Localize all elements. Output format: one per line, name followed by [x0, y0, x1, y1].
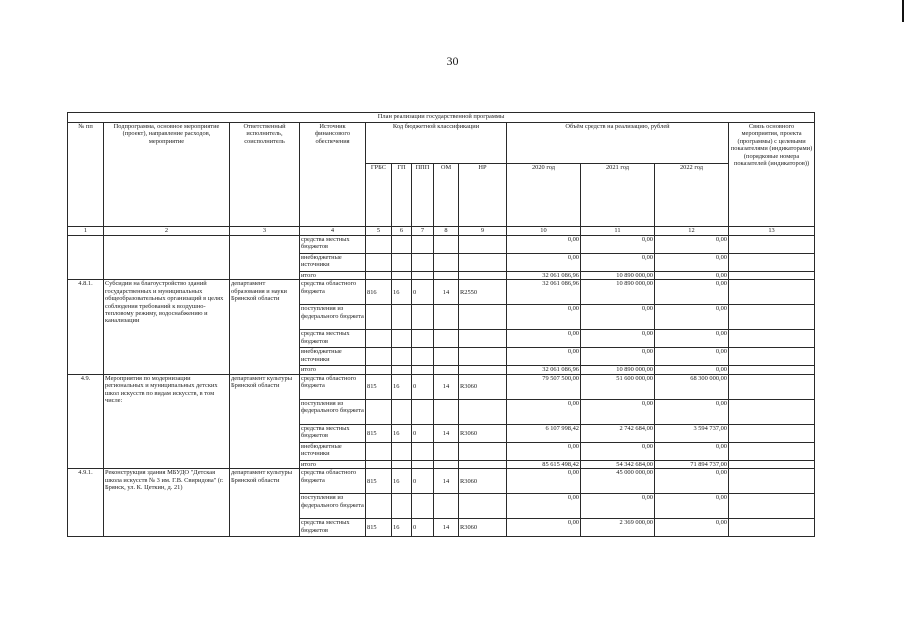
table-row	[68, 469, 815, 494]
row-value-2021: 0,00	[581, 305, 655, 330]
row-gp	[392, 348, 412, 366]
row-value-2020: 6 107 998,42	[507, 424, 581, 442]
row-grbs: 815	[366, 519, 392, 537]
column-number: 8	[434, 227, 459, 236]
row-value-2022: 0,00	[655, 469, 729, 494]
row-indicator-link	[729, 424, 815, 442]
row-value-2021: 45 000 000,00	[581, 469, 655, 494]
row-om	[434, 366, 459, 374]
header-2020: 2020 год	[507, 164, 581, 227]
row-value-2020: 32 061 086,96	[507, 366, 581, 374]
row-value-2020: 79 507 500,00	[507, 374, 581, 399]
row-value-2022: 71 894 737,00	[655, 460, 729, 468]
scan-edge-mark	[902, 0, 904, 22]
column-number: 7	[412, 227, 434, 236]
row-grbs	[366, 442, 392, 460]
row-gp	[392, 399, 412, 424]
row-nr	[459, 305, 507, 330]
row-value-2021: 0,00	[581, 330, 655, 348]
row-funding-source: итого	[300, 272, 366, 280]
row-ppgp	[412, 305, 434, 330]
row-funding-source: внебюджетные источники	[300, 442, 366, 460]
row-gp	[392, 366, 412, 374]
program-plan-table	[67, 112, 815, 537]
row-om	[434, 442, 459, 460]
table-title-row	[68, 113, 815, 123]
row-grbs	[366, 494, 392, 519]
row-value-2022: 0,00	[655, 494, 729, 519]
row-responsible: департамент образования и науки Брянской области	[230, 280, 300, 374]
row-indicator-link	[729, 442, 815, 460]
row-ppgp: 0	[412, 519, 434, 537]
row-indicator-link	[729, 366, 815, 374]
row-value-2020: 0,00	[507, 348, 581, 366]
row-funding-source: средства областного бюджета	[300, 280, 366, 305]
row-nr	[459, 254, 507, 272]
row-om	[434, 254, 459, 272]
row-value-2022: 0,00	[655, 305, 729, 330]
row-nr: R3060	[459, 374, 507, 399]
row-number: 4.8.1.	[68, 280, 104, 374]
row-ppgp	[412, 348, 434, 366]
row-value-2020: 0,00	[507, 236, 581, 254]
row-indicator-link	[729, 254, 815, 272]
header-num: № пп	[68, 123, 104, 227]
row-value-2022: 0,00	[655, 280, 729, 305]
row-nr: R3060	[459, 424, 507, 442]
row-value-2022: 0,00	[655, 399, 729, 424]
header-name: Подпрограмма, основное мероприятие (проект), направление расходов, мероприятие	[104, 123, 230, 227]
row-funding-source: внебюджетные источники	[300, 348, 366, 366]
row-nr: R3060	[459, 469, 507, 494]
row-nr	[459, 399, 507, 424]
column-number: 1	[68, 227, 104, 236]
row-grbs	[366, 272, 392, 280]
row-gp	[392, 272, 412, 280]
row-indicator-link	[729, 519, 815, 537]
row-value-2020: 0,00	[507, 399, 581, 424]
header-ppgp: ППП	[412, 164, 434, 227]
row-om: 14	[434, 374, 459, 399]
row-om	[434, 330, 459, 348]
column-number: 5	[366, 227, 392, 236]
row-gp	[392, 330, 412, 348]
row-gp	[392, 254, 412, 272]
header-budget-code: Код бюджетной классификации	[366, 123, 507, 164]
column-number: 3	[230, 227, 300, 236]
row-indicator-link	[729, 374, 815, 399]
row-value-2020: 0,00	[507, 494, 581, 519]
row-nr	[459, 272, 507, 280]
row-nr	[459, 330, 507, 348]
row-value-2021: 10 890 000,00	[581, 366, 655, 374]
row-value-2020: 0,00	[507, 469, 581, 494]
row-funding-source: средства местных бюджетов	[300, 236, 366, 254]
row-om	[434, 399, 459, 424]
row-grbs	[366, 305, 392, 330]
row-om: 14	[434, 280, 459, 305]
row-indicator-link	[729, 348, 815, 366]
row-ppgp	[412, 366, 434, 374]
row-indicator-link	[729, 399, 815, 424]
table-row	[68, 236, 815, 254]
row-ppgp	[412, 272, 434, 280]
row-value-2020: 85 615 498,42	[507, 460, 581, 468]
row-gp	[392, 236, 412, 254]
column-number: 13	[729, 227, 815, 236]
row-ppgp: 0	[412, 469, 434, 494]
row-value-2022: 0,00	[655, 348, 729, 366]
header-responsible: Ответственный исполнитель, соисполнитель	[230, 123, 300, 227]
row-gp	[392, 460, 412, 468]
row-value-2022: 0,00	[655, 366, 729, 374]
column-number: 6	[392, 227, 412, 236]
row-number: 4.9.	[68, 374, 104, 468]
row-gp: 16	[392, 424, 412, 442]
row-value-2021: 0,00	[581, 494, 655, 519]
row-funding-source: средства местных бюджетов	[300, 519, 366, 537]
row-om	[434, 272, 459, 280]
row-gp	[392, 305, 412, 330]
row-indicator-link	[729, 272, 815, 280]
row-value-2022: 0,00	[655, 330, 729, 348]
row-activity-name: Субсидии на благоустройство зданий государственных и муниципальных общеобразовательных организаций в целях соблюдения требований к воздушно-тепловому режиму, водоснабжению и канализации	[104, 280, 230, 374]
row-funding-source: средства местных бюджетов	[300, 424, 366, 442]
row-funding-source: средства областного бюджета	[300, 469, 366, 494]
row-activity-name	[104, 236, 230, 280]
row-value-2021: 54 342 684,00	[581, 460, 655, 468]
table-title: План реализации государственной программы	[68, 113, 815, 123]
row-grbs: 815	[366, 469, 392, 494]
page-number: 30	[446, 54, 459, 68]
row-grbs: 816	[366, 280, 392, 305]
column-number: 4	[300, 227, 366, 236]
row-value-2021: 51 600 000,00	[581, 374, 655, 399]
row-gp: 16	[392, 374, 412, 399]
column-number: 11	[581, 227, 655, 236]
row-grbs	[366, 254, 392, 272]
row-activity-name: Реконструкция здания МБУДО "Детская школа искусств № 3 им. Г.В. Свиридова" (г. Брянск, ул. К. Цеткин, д. 21)	[104, 469, 230, 537]
row-value-2020: 0,00	[507, 330, 581, 348]
row-responsible: департамент культуры Брянской области	[230, 374, 300, 468]
row-nr	[459, 494, 507, 519]
table-row	[68, 374, 815, 399]
row-ppgp	[412, 236, 434, 254]
row-ppgp: 0	[412, 374, 434, 399]
column-number: 9	[459, 227, 507, 236]
row-value-2022: 68 300 000,00	[655, 374, 729, 399]
row-nr	[459, 442, 507, 460]
row-indicator-link	[729, 494, 815, 519]
row-om: 14	[434, 519, 459, 537]
row-number	[68, 236, 104, 280]
row-nr	[459, 348, 507, 366]
row-gp	[392, 494, 412, 519]
header-row-top	[68, 123, 815, 164]
row-value-2022: 0,00	[655, 272, 729, 280]
row-funding-source: итого	[300, 460, 366, 468]
row-ppgp	[412, 460, 434, 468]
table-row	[68, 280, 815, 305]
row-om: 14	[434, 424, 459, 442]
row-activity-name: Мероприятия по модернизации региональных и муниципальных детских школ искусств по видам искусств, в том числе:	[104, 374, 230, 468]
row-value-2022: 0,00	[655, 254, 729, 272]
row-gp: 16	[392, 280, 412, 305]
row-value-2021: 0,00	[581, 348, 655, 366]
header-grbs: ГРБС	[366, 164, 392, 227]
row-ppgp: 0	[412, 424, 434, 442]
row-value-2020: 32 061 086,96	[507, 272, 581, 280]
row-value-2022: 3 594 737,00	[655, 424, 729, 442]
row-value-2021: 10 890 000,00	[581, 280, 655, 305]
header-gp: ГП	[392, 164, 412, 227]
row-value-2020: 0,00	[507, 305, 581, 330]
row-gp: 16	[392, 469, 412, 494]
row-ppgp	[412, 254, 434, 272]
column-numbers-row	[68, 227, 815, 236]
row-grbs	[366, 399, 392, 424]
row-funding-source: поступления из федерального бюджета	[300, 305, 366, 330]
header-om: ОМ	[434, 164, 459, 227]
row-responsible: департамент культуры Брянской области	[230, 469, 300, 537]
row-value-2022: 0,00	[655, 519, 729, 537]
row-funding-source: средства местных бюджетов	[300, 330, 366, 348]
row-om	[434, 305, 459, 330]
header-volume: Объём средств на реализацию, рублей	[507, 123, 729, 164]
row-value-2021: 0,00	[581, 442, 655, 460]
row-grbs	[366, 366, 392, 374]
row-indicator-link	[729, 305, 815, 330]
row-ppgp	[412, 399, 434, 424]
row-grbs	[366, 460, 392, 468]
header-link: Связь основного мероприятия, проекта (программы) с целевыми показателями (индикаторами) (порядковые номера показателей (индикаторов))	[729, 123, 815, 227]
row-value-2021: 0,00	[581, 254, 655, 272]
table-body	[68, 113, 815, 537]
row-funding-source: средства областного бюджета	[300, 374, 366, 399]
row-funding-source: поступления из федерального бюджета	[300, 399, 366, 424]
column-number: 12	[655, 227, 729, 236]
row-gp: 16	[392, 519, 412, 537]
row-number: 4.9.1.	[68, 469, 104, 537]
row-funding-source: поступления из федерального бюджета	[300, 494, 366, 519]
row-value-2020: 0,00	[507, 254, 581, 272]
row-indicator-link	[729, 236, 815, 254]
row-ppgp	[412, 442, 434, 460]
row-value-2020: 0,00	[507, 442, 581, 460]
row-nr	[459, 460, 507, 468]
column-number: 10	[507, 227, 581, 236]
row-om	[434, 460, 459, 468]
row-value-2022: 0,00	[655, 442, 729, 460]
row-responsible	[230, 236, 300, 280]
row-funding-source: итого	[300, 366, 366, 374]
row-gp	[392, 442, 412, 460]
row-om	[434, 348, 459, 366]
row-value-2021: 2 742 684,00	[581, 424, 655, 442]
row-value-2021: 0,00	[581, 236, 655, 254]
row-grbs	[366, 348, 392, 366]
row-nr	[459, 236, 507, 254]
row-ppgp	[412, 494, 434, 519]
row-om	[434, 236, 459, 254]
row-indicator-link	[729, 330, 815, 348]
row-indicator-link	[729, 469, 815, 494]
row-ppgp	[412, 330, 434, 348]
row-nr: R3060	[459, 519, 507, 537]
column-number: 2	[104, 227, 230, 236]
row-value-2021: 2 369 000,00	[581, 519, 655, 537]
row-value-2021: 10 890 000,00	[581, 272, 655, 280]
row-grbs	[366, 236, 392, 254]
row-value-2020: 0,00	[507, 519, 581, 537]
row-grbs: 815	[366, 424, 392, 442]
row-value-2022: 0,00	[655, 236, 729, 254]
row-grbs: 815	[366, 374, 392, 399]
row-ppgp: 0	[412, 280, 434, 305]
row-nr	[459, 366, 507, 374]
row-value-2020: 32 061 086,96	[507, 280, 581, 305]
row-funding-source: внебюджетные источники	[300, 254, 366, 272]
header-2022: 2022 год	[655, 164, 729, 227]
row-om	[434, 494, 459, 519]
row-grbs	[366, 330, 392, 348]
row-value-2021: 0,00	[581, 399, 655, 424]
row-indicator-link	[729, 460, 815, 468]
header-2021: 2021 год	[581, 164, 655, 227]
row-om: 14	[434, 469, 459, 494]
row-nr: R2550	[459, 280, 507, 305]
row-indicator-link	[729, 280, 815, 305]
header-nr: НР	[459, 164, 507, 227]
header-source: Источник финансового обеспечения	[300, 123, 366, 227]
